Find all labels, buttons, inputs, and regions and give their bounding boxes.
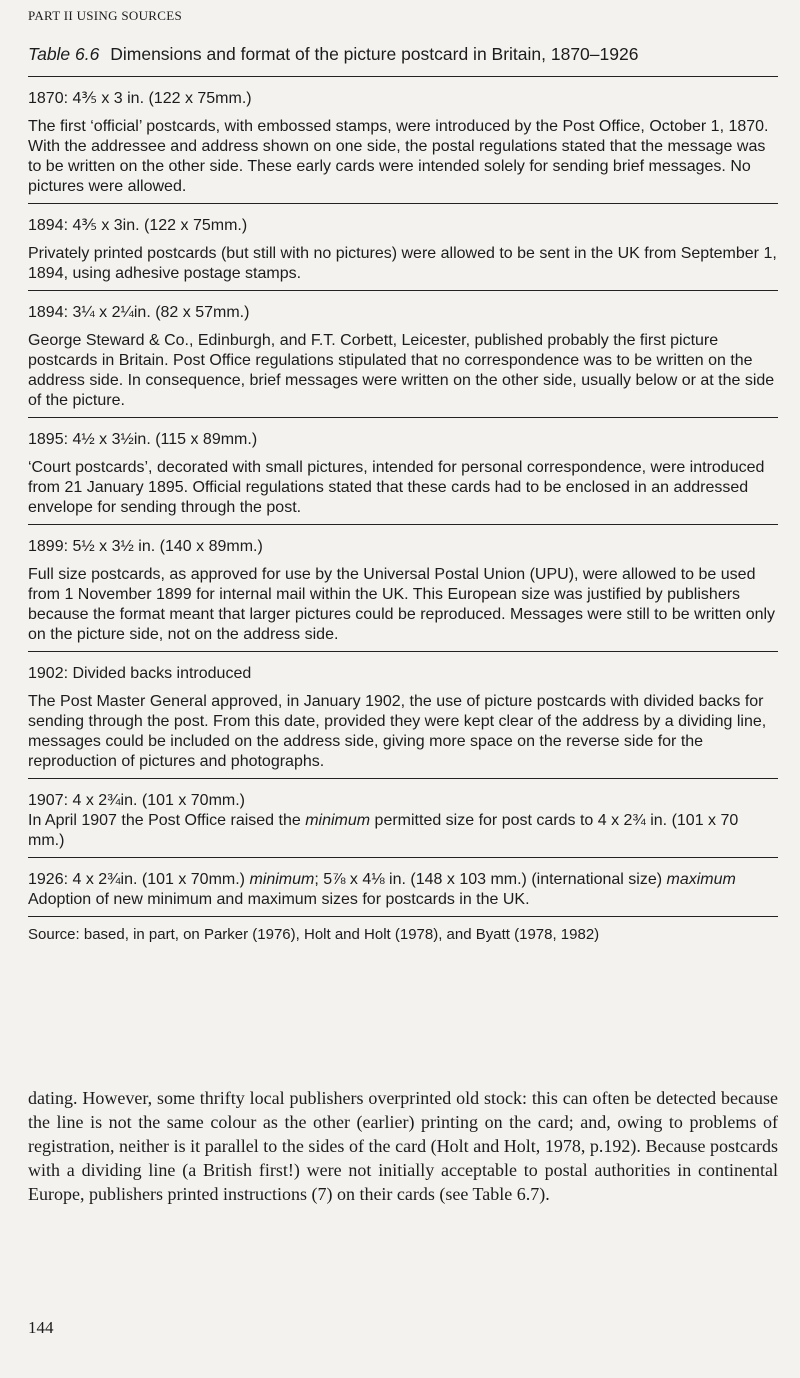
entry-heading: 1870: 4⅗ x 3 in. (122 x 75mm.) <box>28 90 252 107</box>
table-entry-1894-a <box>28 203 778 290</box>
entry-heading: 1894: 4⅗ x 3in. (122 x 75mm.) <box>28 217 248 234</box>
entry-description <box>28 811 778 851</box>
table-entry-1895 <box>28 417 778 524</box>
entry-text: 1926: 4 x 2¾in. (101 x 70mm.) <box>28 871 250 888</box>
entry-description: Adoption of new minimum and maximum sizes for postcards in the UK. <box>28 891 530 908</box>
body-paragraph: dating. However, some thrifty local publishers overprinted old stock: this can often be detected because the line is not the same colour as the other (earlier) printing on the card; and, owing to problems of registration, neither is it parallel to the sides of the card (Holt and Holt, 1978, p.192). Because postcards with a dividing line (a British first!) were not initially acceptable to postal authorities in continental Europe, publishers printed instructions (7) on their cards (see Table 6.7). <box>28 1088 778 1204</box>
table-entry-1894-b <box>28 290 778 417</box>
entry-heading: 1895: 4½ x 3½in. (115 x 89mm.) <box>28 431 258 448</box>
table-entry-1907 <box>28 778 778 857</box>
table-title: Dimensions and format of the picture postcard in Britain, 1870–1926 <box>110 44 639 64</box>
table-entry-1870 <box>28 76 778 203</box>
entry-emphasis: maximum <box>666 871 736 888</box>
table-number: Table 6.6 <box>28 44 100 64</box>
table-entry-1902 <box>28 651 778 778</box>
entry-text: ; 5⅞ x 4⅛ in. (148 x 103 mm.) (international size) <box>314 871 667 888</box>
entry-emphasis: minimum <box>249 871 315 888</box>
entry-description: Privately printed postcards (but still with no pictures) were allowed to be sent in the UK from September 1, 1894, using adhesive postage stamps. <box>28 245 777 282</box>
entry-description: ‘Court postcards’, decorated with small pictures, intended for personal correspondence, were introduced from 21 January 1895. Official regulations stated that these cards had to be enclosed in an addressed envelope for sending through the post. <box>28 459 765 516</box>
entry-heading: 1899: 5½ x 3½ in. (140 x 89mm.) <box>28 538 263 555</box>
table-source-note: Source: based, in part, on Parker (1976), Holt and Holt (1978), and Byatt (1978, 1982) <box>28 916 778 945</box>
entry-heading <box>28 870 778 890</box>
entry-text: permitted size for post cards to 4 x 2¾ in. (101 x 70 mm.) <box>28 812 739 849</box>
entry-description: The first ‘official’ postcards, with embossed stamps, were introduced by the Post Office, October 1, 1870. With the addressee and address shown on one side, the postal regulations stated that the message was to be written on the other side. These early cards were intended solely for sending brief messages. No pictures were allowed. <box>28 118 769 195</box>
postcard-dimensions-table <box>28 76 778 945</box>
table-entry-1899 <box>28 524 778 651</box>
table-caption <box>28 44 638 65</box>
running-head: PART II USING SOURCES <box>28 8 182 23</box>
entry-text: In April 1907 the Post Office raised the <box>28 812 306 829</box>
entry-description: The Post Master General approved, in January 1902, the use of picture postcards with divided backs for sending through the post. From this date, provided they were kept clear of the address by a dividing line, messages could be included on the address side, giving more space on the reverse side for the reproduction of pictures and photographs. <box>28 693 767 770</box>
entry-description: Full size postcards, as approved for use by the Universal Postal Union (UPU), were allowed to be used from 1 November 1899 for internal mail within the UK. This European size was justified by publishers because the format meant that larger pictures could be reproduced. Messages were still to be written only on the picture side, not on the address side. <box>28 566 776 643</box>
entry-emphasis: minimum <box>305 812 371 829</box>
entry-description: George Steward & Co., Edinburgh, and F.T. Corbett, Leicester, published probably the first picture postcards in Britain. Post Office regulations stipulated that no correspondence was to be written on the address side. In consequence, brief messages were written on the other side, usually below or at the side of the picture. <box>28 332 775 409</box>
table-entry-1926 <box>28 857 778 916</box>
entry-heading: 1907: 4 x 2¾in. (101 x 70mm.) <box>28 792 245 809</box>
entry-heading: 1902: Divided backs introduced <box>28 665 252 682</box>
entry-heading: 1894: 3¼ x 2¼in. (82 x 57mm.) <box>28 304 250 321</box>
page-number: 144 <box>28 1318 54 1337</box>
